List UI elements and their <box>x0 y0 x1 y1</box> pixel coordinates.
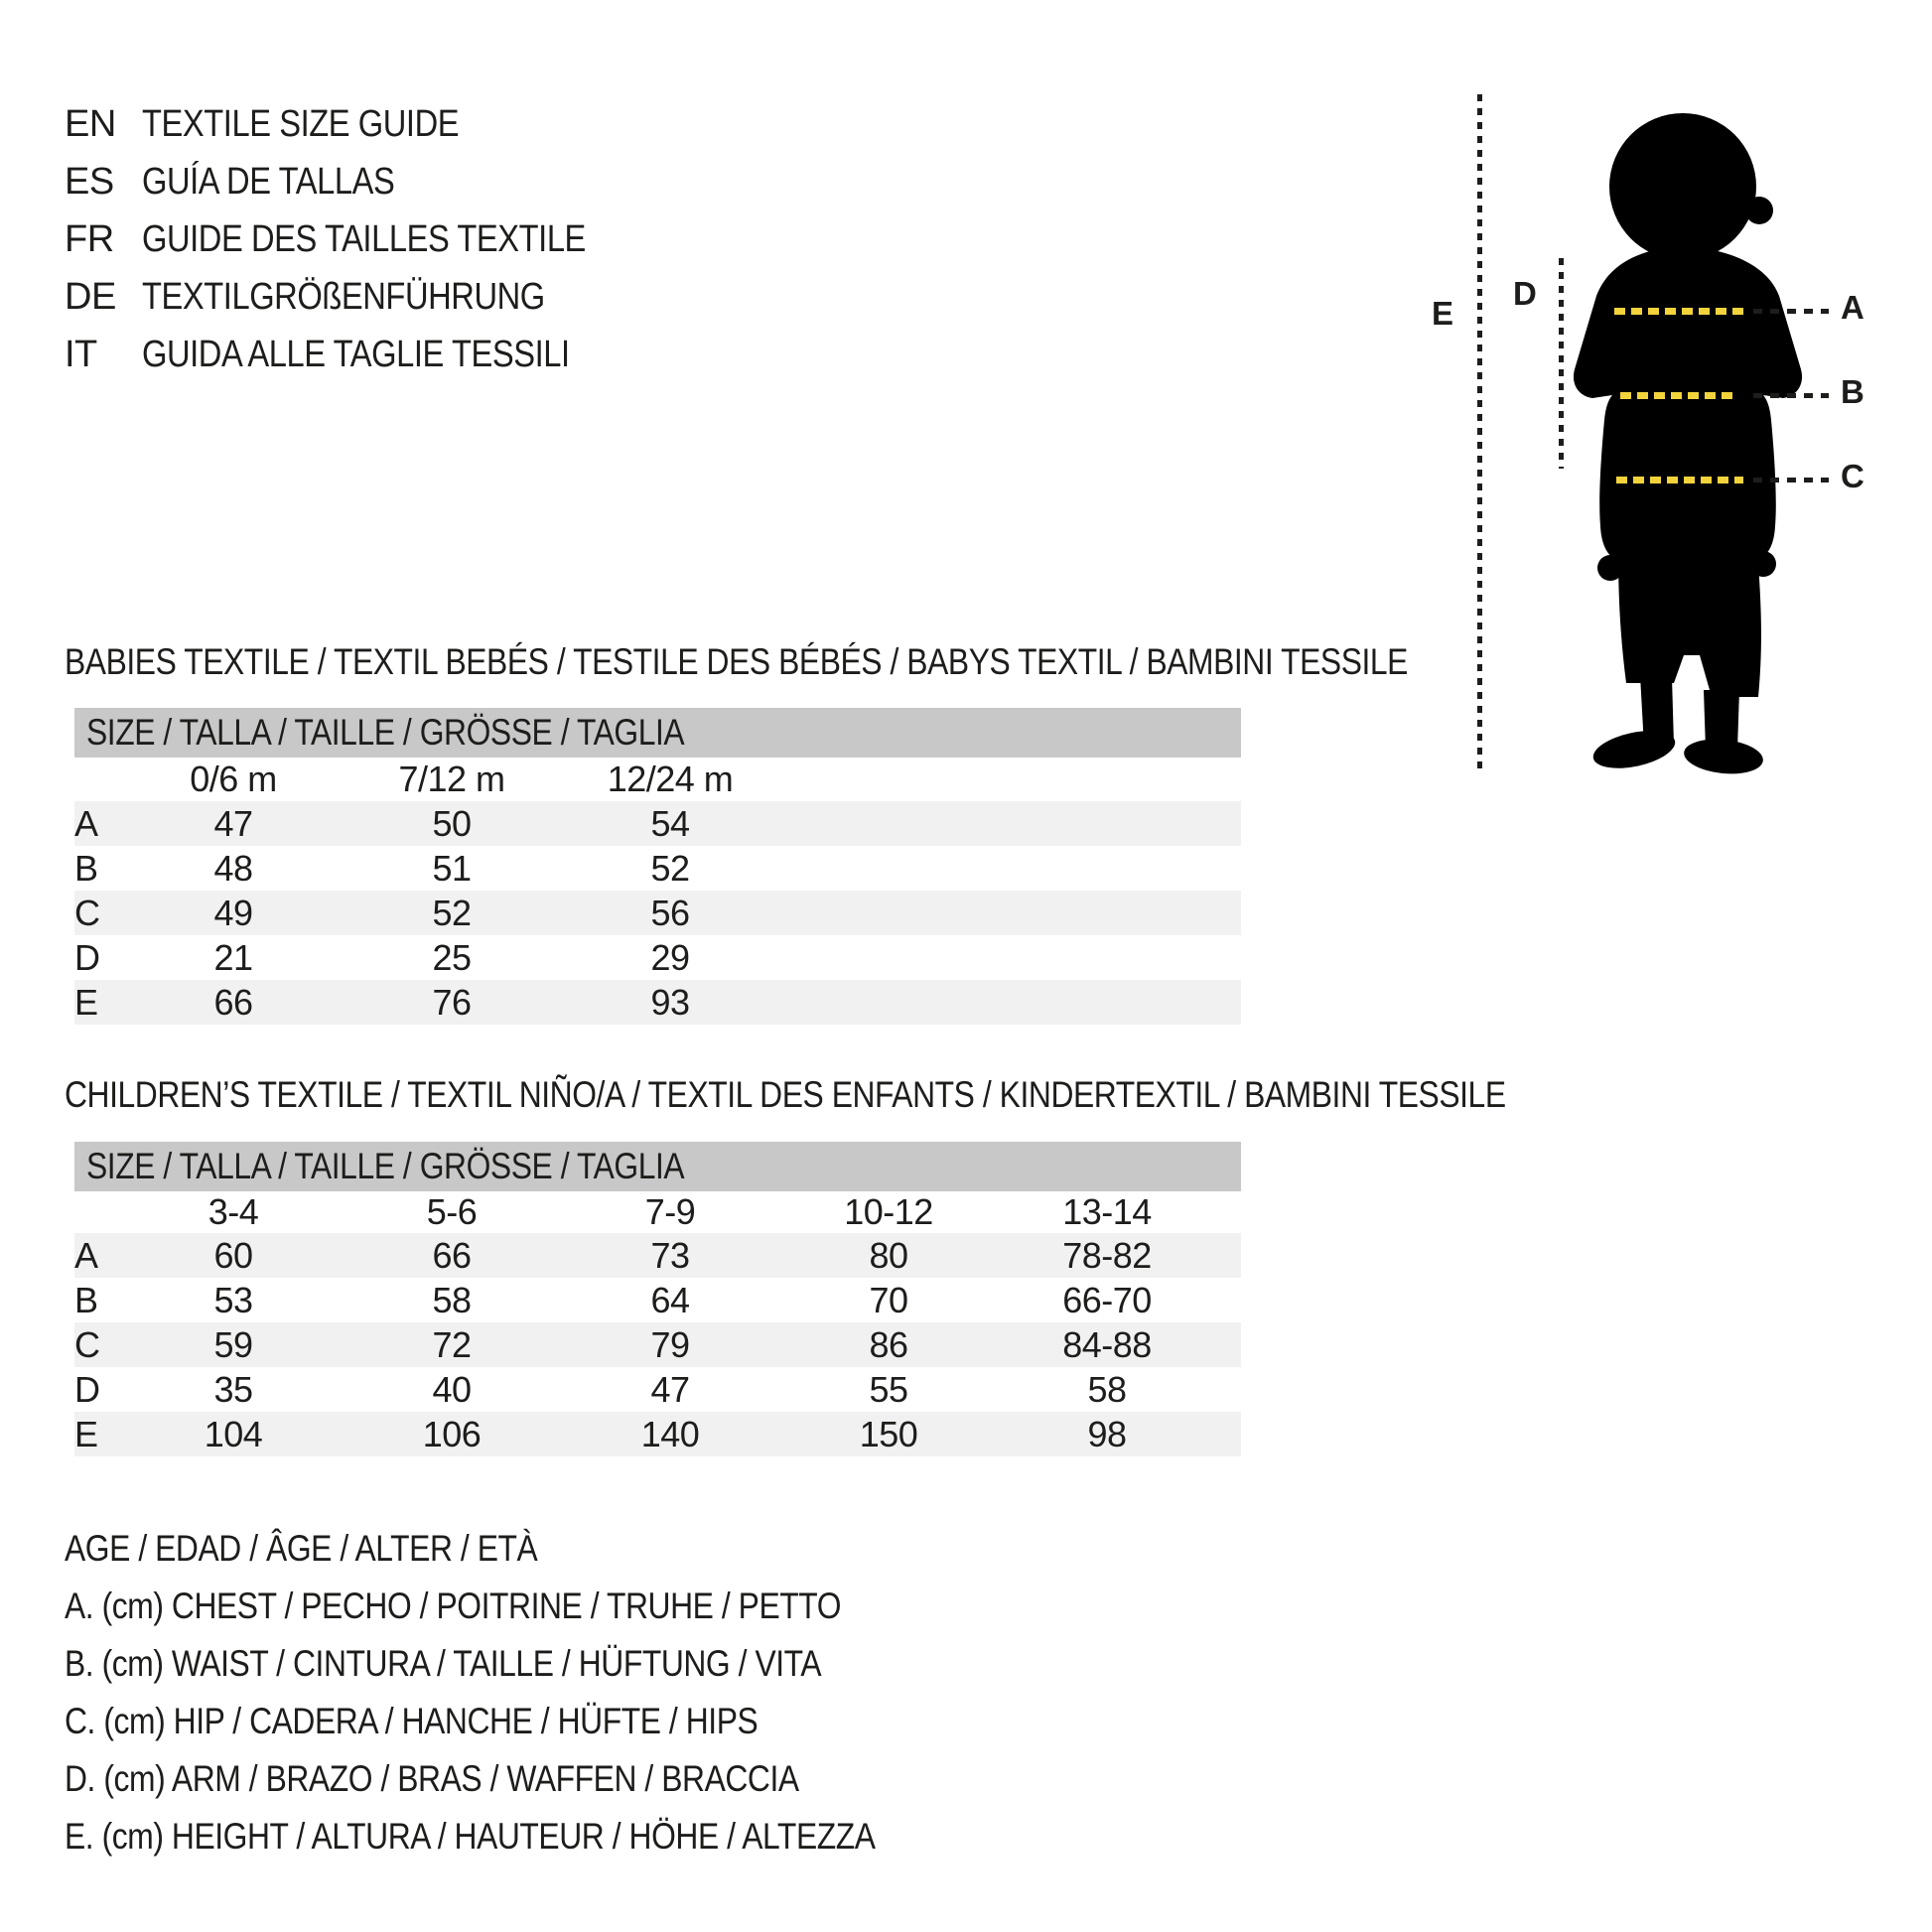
row-label: C <box>74 892 100 933</box>
cell: 93 <box>650 981 690 1023</box>
cell: 98 <box>1087 1413 1127 1454</box>
waist-leader-dash-b <box>1753 393 1829 398</box>
cell: 25 <box>432 936 472 978</box>
hip-measure-dash-c <box>1616 477 1743 483</box>
legend-line-height <box>65 1808 1007 1865</box>
title-row-en <box>65 95 658 153</box>
babies-size-header-text: SIZE / TALLA / TAILLE / GRÖSSE / TAGLIA <box>86 712 685 753</box>
chest-leader-dash-a <box>1753 309 1829 314</box>
cell: 106 <box>422 1413 482 1454</box>
cell: 76 <box>432 981 472 1023</box>
legend-line-waist <box>65 1635 1007 1693</box>
marker-label-e: E <box>1432 295 1454 332</box>
table-row <box>74 1322 1241 1367</box>
cell: 64 <box>650 1279 690 1320</box>
legend-text: A. (cm) CHEST / PECHO / POITRINE / TRUHE / PETTO <box>65 1586 842 1626</box>
table-row <box>74 1278 1241 1322</box>
babies-column-header-row <box>74 758 1241 801</box>
children-col-7-9: 7-9 <box>644 1190 696 1232</box>
table-row <box>74 1412 1241 1456</box>
babies-table <box>74 801 1241 1025</box>
cell: 60 <box>213 1234 253 1276</box>
row-label: A <box>74 1234 98 1276</box>
legend-text: C. (cm) HIP / CADERA / HANCHE / HÜFTE / HIPS <box>65 1701 759 1741</box>
title-text: GUIDE DES TAILLES TEXTILE <box>142 217 586 260</box>
table-row <box>74 1233 1241 1278</box>
title-text: TEXTILGRÖßENFÜHRUNG <box>142 275 545 318</box>
cell: 47 <box>650 1368 690 1410</box>
legend-text: B. (cm) WAIST / CINTURA / TAILLE / HÜFTUNG / VITA <box>65 1643 822 1684</box>
children-col-3-4: 3-4 <box>207 1190 259 1232</box>
babies-col-0-6m: 0/6 m <box>190 759 277 799</box>
legend-line-chest <box>65 1578 1007 1635</box>
legend-line-hip <box>65 1693 1007 1750</box>
cell: 51 <box>432 847 472 889</box>
children-col-5-6: 5-6 <box>426 1190 478 1232</box>
legend-text: AGE / EDAD / ÂGE / ALTER / ETÀ <box>65 1528 538 1569</box>
cell: 66-70 <box>1062 1279 1152 1320</box>
chest-measure-dash-a <box>1614 308 1743 315</box>
cell: 49 <box>213 892 253 933</box>
cell: 58 <box>432 1279 472 1320</box>
table-row <box>74 801 1241 846</box>
title-text: TEXTILE SIZE GUIDE <box>142 102 460 145</box>
cell: 86 <box>869 1323 908 1365</box>
babies-col-12-24m: 12/24 m <box>607 759 734 799</box>
children-table <box>74 1233 1241 1456</box>
children-size-header-bar <box>74 1142 1241 1191</box>
row-label: A <box>74 802 98 844</box>
children-section-title <box>65 1071 1740 1119</box>
cell: 78-82 <box>1062 1234 1152 1276</box>
row-label: E <box>74 1413 98 1454</box>
legend-line-arm <box>65 1750 1007 1808</box>
lang-code: DE <box>65 275 116 318</box>
lang-code: EN <box>65 102 116 145</box>
row-label: B <box>74 847 98 889</box>
cell: 21 <box>213 936 253 978</box>
cell: 54 <box>650 802 690 844</box>
table-row <box>74 1367 1241 1412</box>
cell: 140 <box>640 1413 700 1454</box>
cell: 58 <box>1087 1368 1127 1410</box>
title-row-es <box>65 153 658 210</box>
row-label: E <box>74 981 98 1023</box>
cell: 53 <box>213 1279 253 1320</box>
table-row <box>74 980 1241 1025</box>
marker-label-d: D <box>1513 275 1537 312</box>
row-label: D <box>74 936 100 978</box>
children-size-header-text: SIZE / TALLA / TAILLE / GRÖSSE / TAGLIA <box>86 1146 685 1186</box>
cell: 52 <box>432 892 472 933</box>
table-row <box>74 846 1241 891</box>
marker-label-a: A <box>1841 289 1864 326</box>
children-column-header-row <box>74 1190 1241 1233</box>
cell: 29 <box>650 936 690 978</box>
language-title-block <box>65 95 658 383</box>
babies-col-7-12m: 7/12 m <box>398 759 505 799</box>
cell: 40 <box>432 1368 472 1410</box>
cell: 66 <box>213 981 253 1023</box>
cell: 35 <box>213 1368 253 1410</box>
lang-code: ES <box>65 160 114 203</box>
title-text: GUÍA DE TALLAS <box>142 160 395 203</box>
babies-section-title-text: BABIES TEXTILE / TEXTIL BEBÉS / TESTILE DES BÉBÉS / BABYS TEXTIL / BAMBINI TESSILE <box>65 641 1408 682</box>
cell: 84-88 <box>1062 1323 1152 1365</box>
cell: 47 <box>213 802 253 844</box>
children-col-13-14: 13-14 <box>1062 1190 1152 1232</box>
cell: 70 <box>869 1279 908 1320</box>
waist-measure-dash-b <box>1620 392 1737 399</box>
title-row-fr <box>65 210 658 268</box>
cell: 73 <box>650 1234 690 1276</box>
babies-section-title <box>65 638 1626 686</box>
cell: 72 <box>432 1323 472 1365</box>
table-row <box>74 891 1241 935</box>
cell: 52 <box>650 847 690 889</box>
children-section-title-text: CHILDREN’S TEXTILE / TEXTIL NIÑO/A / TEXTIL DES ENFANTS / KINDERTEXTIL / BAMBINI TESSILE <box>65 1074 1506 1115</box>
cell: 79 <box>650 1323 690 1365</box>
legend-line-age <box>65 1520 1007 1578</box>
cell: 55 <box>869 1368 908 1410</box>
title-row-de <box>65 268 658 326</box>
legend-text: E. (cm) HEIGHT / ALTURA / HAUTEUR / HÖHE / ALTEZZA <box>65 1816 876 1857</box>
babies-size-header-bar <box>74 708 1241 758</box>
cell: 50 <box>432 802 472 844</box>
row-label: C <box>74 1323 100 1365</box>
hip-leader-dash-c <box>1753 478 1829 483</box>
cell: 150 <box>859 1413 918 1454</box>
row-label: D <box>74 1368 100 1410</box>
title-text: GUIDA ALLE TAGLIE TESSILI <box>142 333 570 375</box>
table-row <box>74 935 1241 980</box>
lang-code: IT <box>65 333 97 375</box>
cell: 104 <box>204 1413 263 1454</box>
cell: 80 <box>869 1234 908 1276</box>
measurement-legend <box>65 1520 1007 1865</box>
cell: 59 <box>213 1323 253 1365</box>
marker-label-b: B <box>1841 373 1864 410</box>
marker-label-c: C <box>1841 458 1864 494</box>
children-col-10-12: 10-12 <box>844 1190 933 1232</box>
legend-text: D. (cm) ARM / BRAZO / BRAS / WAFFEN / BRACCIA <box>65 1758 799 1799</box>
row-label: B <box>74 1279 98 1320</box>
cell: 66 <box>432 1234 472 1276</box>
cell: 48 <box>213 847 253 889</box>
cell: 56 <box>650 892 690 933</box>
measurement-figure <box>1420 84 1916 794</box>
lang-code: FR <box>65 217 114 260</box>
title-row-it <box>65 326 658 383</box>
